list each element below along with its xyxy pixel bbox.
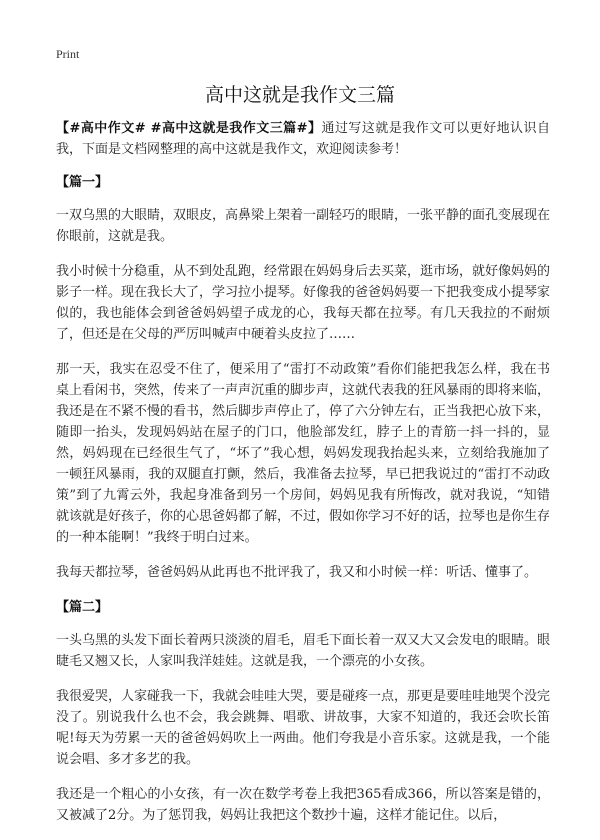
article-lead-text: 通过写这就是我作文可以更好地认识自我，下面是文档网整理的高中这就是我作文，欢迎阅读参考！ [56, 121, 550, 157]
print-link[interactable]: Print [56, 47, 80, 61]
section-label-2: 【篇二】 [56, 600, 109, 615]
section-label-1: 【篇一】 [56, 175, 109, 190]
article-lead [56, 118, 550, 160]
paragraph: 我还是一个粗心的小女孩，有一次在数学考卷上我把365看成366，所以答案是错的，又被减了2分。为了惩罚我，妈妈让我把这个数抄十遍，这样才能记住。以后， [56, 787, 550, 823]
paragraph: 一头乌黑的头发下面长着两只淡淡的眉毛，眉毛下面长着一双又大又会发电的眼睛。眼睫毛又翘又长，人家叫我洋娃娃。这就是我，一个漂亮的小女孩。 [56, 633, 551, 669]
article-tags: 【#高中作文# #高中这就是我作文三篇#】 [56, 121, 322, 136]
paragraph: 那一天，我实在忍受不住了，便采用了“雷打不动政策”看你们能把我怎么样，我在书桌上看闲书，突然，传来了一声声沉重的脚步声，这就代表我的狂风暴雨的即将来临，我还是在不紧不慢的看书，然后脚步声停止了，停了六分钟左右，正当我把心放下来，随即一抬头，发现妈妈站在屋子的门口，他脸部发红，脖子上的青筋一抖一抖的，显然，妈妈现在已经很生气了，“坏了”我心想，妈妈发现我抬起头来，立刻给我施加了一顿狂风暴雨，我的双腿直打颤，然后，我准备去拉琴，早已把我说过的“雷打不动政策”到了九霄云外，我起身准备到另一个房间，妈妈见我有所悔改，就对我说，“知错就该就是好孩子，你的心思爸妈都了解，不过，假如你学习不好的话，拉琴也是你生存的一种本能啊！”我终于明白过来。 [56, 362, 551, 545]
article-body [56, 118, 550, 840]
paragraph: 我每天都拉琴，爸爸妈妈从此再也不批评我了，我又和小时候一样：听话、懂事了。 [56, 565, 538, 580]
paragraph: 我很爱哭，人家碰我一下，我就会哇哇大哭，要是碰疼一点，那更是要哇哇地哭个没完没了。别说我什么也不会，我会跳舞、唱歌、讲故事，大家不知道的，我还会吹长笛呢!每天为劳累一天的爸爸妈妈吹上一两曲。他们夸我是小音乐家。这就是我，一个能说会唱、多才多艺的我。 [56, 689, 551, 767]
paragraph: 一双乌黑的大眼睛，双眼皮，高鼻梁上架着一副轻巧的眼睛，一张平静的面孔变展现在你眼前，这就是我。 [56, 208, 551, 244]
page-title: 高中这就是我作文三篇 [204, 84, 395, 106]
paragraph: 我小时候十分稳重，从不到处乱跑，经常跟在妈妈身后去买菜，逛市场，就好像妈妈的影子一样。现在我长大了，学习拉小提琴。好像我的爸爸妈妈要一下把我变成小提琴家似的，我也能体会到爸爸妈妈望子成龙的心，我每天都在拉琴。有几天我拉的不耐烦了，但还是在父母的严厉叫喊声中硬着头皮拉了…… [56, 264, 551, 342]
